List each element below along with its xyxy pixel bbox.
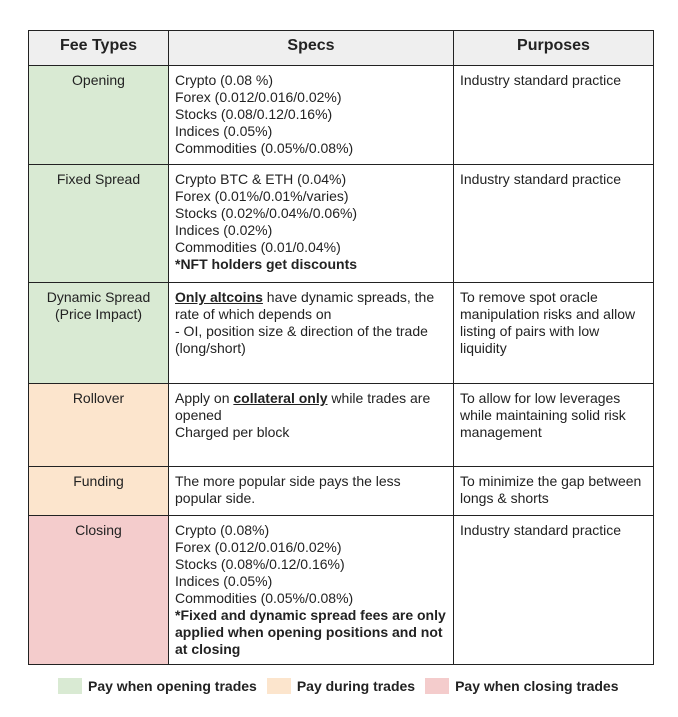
- purpose-fixed-spread: Industry standard practice: [454, 165, 654, 283]
- legend: [58, 678, 628, 694]
- spec-line: Stocks (0.08/0.12/0.16%): [175, 106, 333, 122]
- spec-line: [175, 390, 447, 424]
- spec-line: Charged per block: [175, 424, 290, 440]
- spec-note: *Fixed and dynamic spread fees are only applied when opening positions and not at closing: [175, 607, 446, 657]
- legend-label: Pay when closing trades: [455, 678, 619, 694]
- legend-swatch-pink: [425, 678, 449, 694]
- table-row-funding: [29, 467, 654, 516]
- spec-note: *NFT holders get discounts: [175, 256, 358, 272]
- table-row-dynamic-spread: [29, 283, 654, 384]
- legend-label: Pay during trades: [296, 678, 416, 694]
- spec-line: Forex (0.01%/0.01%/varies): [175, 188, 349, 204]
- spec-line: Indices (0.05%): [175, 573, 273, 589]
- spec-line: Crypto BTC & ETH (0.04%): [175, 171, 347, 187]
- spec-line: Crypto (0.08 %): [175, 72, 274, 88]
- spec-line: Stocks (0.08%/0.12/0.16%): [175, 556, 345, 572]
- specs-rollover: [169, 384, 454, 467]
- legend-item-closing: [425, 678, 618, 694]
- legend-label: Pay when opening trades: [88, 678, 257, 694]
- fee-table: [28, 30, 654, 665]
- spec-line: [175, 289, 447, 323]
- header-fee-types: Fee Types: [29, 31, 169, 66]
- specs-funding: The more popular side pays the less popular side.: [169, 467, 454, 516]
- spec-line: - OI, position size & direction of the trade (long/short): [175, 323, 428, 356]
- spec-line: Forex (0.012/0.016/0.02%): [175, 89, 342, 105]
- spec-text: while trades are opened: [175, 390, 431, 423]
- table-row-opening: [29, 66, 654, 165]
- specs-dynamic-spread: [169, 283, 454, 384]
- specs-closing: [169, 516, 454, 665]
- table-row-rollover: [29, 384, 654, 467]
- purpose-dynamic-spread: To remove spot oracle manipulation risks and allow listing of pairs with low liquidity: [454, 283, 654, 384]
- table-row-fixed-spread: [29, 165, 654, 283]
- spec-text: Apply on: [175, 390, 234, 406]
- spec-line: Indices (0.05%): [175, 123, 273, 139]
- header-specs: Specs: [169, 31, 454, 66]
- purpose-rollover: To allow for low leverages while maintaining solid risk management: [454, 384, 654, 467]
- fee-type-rollover: Rollover: [29, 384, 169, 467]
- fee-type-line: (Price Impact): [54, 306, 143, 322]
- legend-swatch-peach: [267, 678, 291, 694]
- spec-line: Forex (0.012/0.016/0.02%): [175, 539, 342, 555]
- spec-line: Indices (0.02%): [175, 222, 273, 238]
- legend-item-during: [267, 678, 415, 694]
- spec-text: have dynamic spreads, the rate of which depends on: [175, 289, 435, 322]
- header-purposes: Purposes: [454, 31, 654, 66]
- purpose-funding: To minimize the gap between longs & shorts: [454, 467, 654, 516]
- purpose-closing: Industry standard practice: [454, 516, 654, 665]
- fee-type-line: Dynamic Spread: [46, 289, 151, 305]
- spec-line: Crypto (0.08%): [175, 522, 270, 538]
- spec-emphasis: collateral only: [233, 390, 328, 406]
- legend-swatch-green: [58, 678, 82, 694]
- fee-type-opening: Opening: [29, 66, 169, 165]
- legend-item-opening: [58, 678, 257, 694]
- spec-emphasis: Only altcoins: [175, 289, 263, 305]
- fee-type-dynamic-spread: [29, 283, 169, 384]
- table-row-closing: [29, 516, 654, 665]
- spec-line: Commodities (0.01/0.04%): [175, 239, 341, 255]
- specs-opening: [169, 66, 454, 165]
- spec-line: Commodities (0.05%/0.08%): [175, 590, 354, 606]
- spec-line: Commodities (0.05%/0.08%): [175, 140, 354, 156]
- spec-line: Stocks (0.02%/0.04%/0.06%): [175, 205, 358, 221]
- fee-type-closing: Closing: [29, 516, 169, 665]
- purpose-opening: Industry standard practice: [454, 66, 654, 165]
- fee-type-fixed-spread: Fixed Spread: [29, 165, 169, 283]
- header-row: [29, 31, 654, 66]
- specs-fixed-spread: [169, 165, 454, 283]
- fee-type-funding: Funding: [29, 467, 169, 516]
